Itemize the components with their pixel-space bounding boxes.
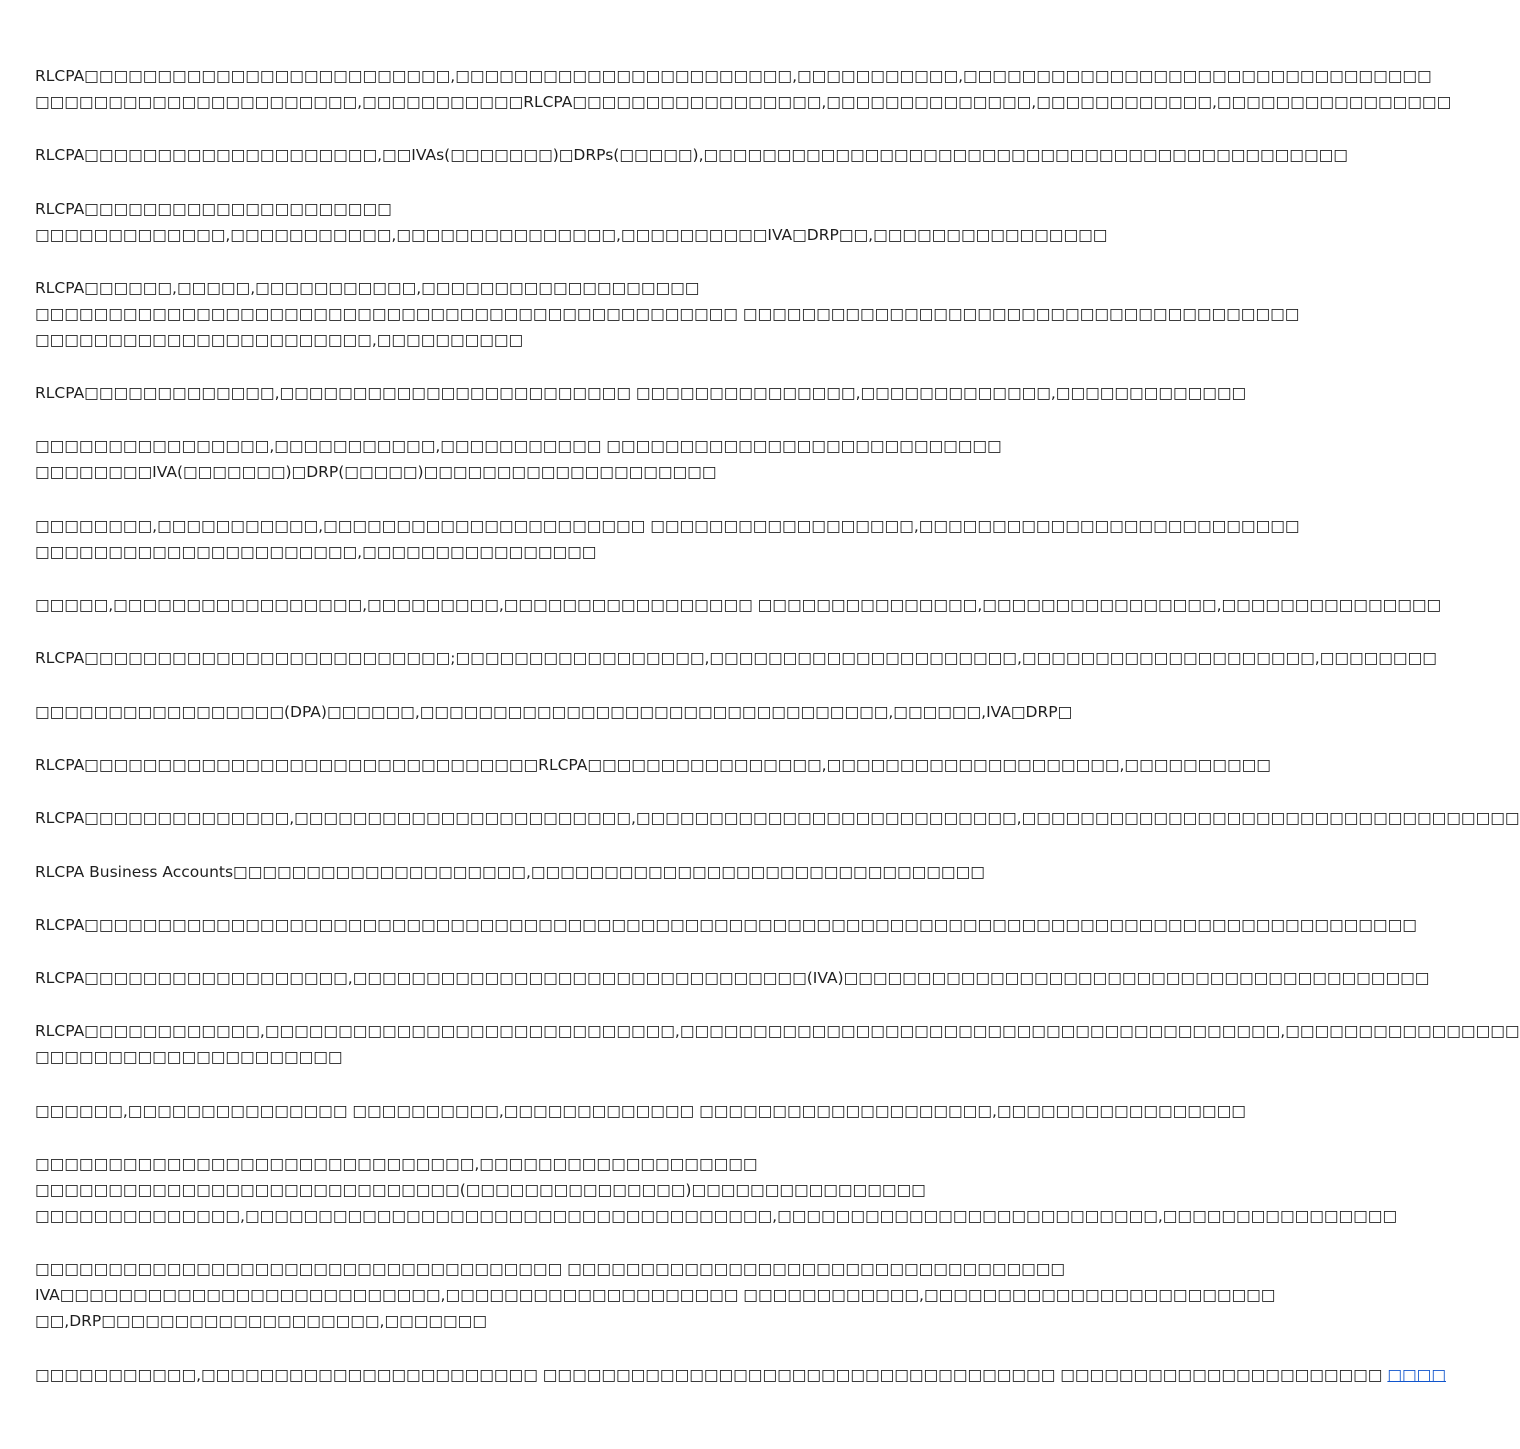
text-line: RLCPA□□□□□□□□□□□□□,□□□□□□□□□□□□□□□□□□□□□□□□ □□□□□□□□□□□□□□□,□□□□□□□□□□□□□,□□□□□□□□□□□□□ — [35, 384, 1247, 403]
text-line: RLCPA□□□□□□,□□□□□,□□□□□□□□□□□,□□□□□□□□□□□□□□□□□□□ — [35, 278, 700, 297]
text-line: □□□□□□□□□□□□□□□□□□□□□□□□□□□□□□□□□□□□□□□□□□□□□□□□ □□□□□□□□□□□□□□□□□□□□□□□□□□□□□□□□□□□□□□ — [35, 304, 1300, 323]
text-line: RLCPA□□□□□□□□□□□□,□□□□□□□□□□□□□□□□□□□□□□□□□□□□,□□□□□□□□□□□□□□□□□□□□□□□□□□□□□□□□□□□□□□□□□,□□□□□□□□□□□□□□□□ — [35, 1022, 1520, 1041]
more-link[interactable]: □□□□ — [1387, 1366, 1446, 1384]
paragraph — [35, 592, 1442, 618]
text-line: □□□□□□□□□□□□□□□□□□□□□□□□□□□□□□,□□□□□□□□□□□□□□□□□□□ — [35, 1155, 758, 1174]
text-line: RLCPA□□□□□□□□□□□□□□□□□□□□□□□□□;□□□□□□□□□□□□□□□□□,□□□□□□□□□□□□□□□□□□□□□,□□□□□□□□□□□□□□□□□□□□,□□□□□□□□ — [35, 649, 1437, 668]
paragraph — [35, 1018, 1520, 1070]
text-line: □□□□□□□□□□□□□□□□□□□□□ — [35, 1048, 343, 1067]
text-line: RLCPA Business Accounts□□□□□□□□□□□□□□□□□□□□,□□□□□□□□□□□□□□□□□□□□□□□□□□□□□□□ — [35, 862, 985, 881]
paragraph — [35, 196, 1108, 248]
text-line: □□□□□□□□□□□□□□□□□□□□□□□,□□□□□□□□□□ — [35, 330, 524, 349]
last-paragraph — [35, 1362, 1446, 1388]
text-line: RLCPA□□□□□□□□□□□□□□□□□□□□,□□IVAs(□□□□□□□)□DRPs(□□□□□),□□□□□□□□□□□□□□□□□□□□□□□□□□□□□□□□□□□□□□□□□□□□ — [35, 146, 1348, 165]
text-line: □□□□□□□□□□□□□□□□,□□□□□□□□□□□,□□□□□□□□□□□ □□□□□□□□□□□□□□□□□□□□□□□□□□□ — [35, 437, 1002, 456]
text-line: □□□□□□□□,□□□□□□□□□□□,□□□□□□□□□□□□□□□□□□□□□□ □□□□□□□□□□□□□□□□□□,□□□□□□□□□□□□□□□□□□□□□□□□□□ — [35, 516, 1300, 535]
text-line: RLCPA□□□□□□□□□□□□□□□□□□□□□ — [35, 199, 392, 218]
text-line: □□□□□□□□□□□□□□,□□□□□□□□□□□□□□□□□□□□□□□□□□□□□□□□□□□□,□□□□□□□□□□□□□□□□□□□□□□□□□□,□□□□□□□□□□□□□□□□ — [35, 1207, 1398, 1226]
text-line: RLCPA□□□□□□□□□□□□□□,□□□□□□□□□□□□□□□□□□□□□□□,□□□□□□□□□□□□□□□□□□□□□□□□□□,□□□□□□□□□□□□□□□□□□□□□□□□□□□□□□□□□□ — [35, 809, 1520, 828]
paragraph — [35, 63, 1452, 115]
text-line: □□□□□□□□□□□□□□□□□□□□□□□□□□□□□(□□□□□□□□□□□□□□□)□□□□□□□□□□□□□□□□ — [35, 1181, 926, 1200]
text-line: □□□□□□□□IVA(□□□□□□□)□DRP(□□□□□)□□□□□□□□□□□□□□□□□□□□ — [35, 463, 717, 482]
paragraph — [35, 275, 1300, 353]
paragraph — [35, 965, 1430, 991]
last-paragraph-text: □□□□□□□□□□□,□□□□□□□□□□□□□□□□□□□□□□□ □□□□□□□□□□□□□□□□□□□□□□□□□□□□□□□□□□□ □□□□□□□□□□□□□□□□□□□□□□ — [35, 1366, 1388, 1384]
paragraph — [35, 1098, 1246, 1124]
paragraph — [35, 433, 1002, 485]
text-line: IVA□□□□□□□□□□□□□□□□□□□□□□□□□□,□□□□□□□□□□□□□□□□□□□□ □□□□□□□□□□□□,□□□□□□□□□□□□□□□□□□□□□□□□ — [35, 1286, 1276, 1305]
paragraph — [35, 859, 990, 885]
text-line: □□□□□,□□□□□□□□□□□□□□□□□,□□□□□□□□□,□□□□□□□□□□□□□□□□□ □□□□□□□□□□□□□□□,□□□□□□□□□□□□□□□□,□□□□□□□□□□□□□□□ — [35, 596, 1442, 615]
text-line: □□□□□□□□□□□□□□□□□□□□□□,□□□□□□□□□□□□□□□□ — [35, 542, 597, 561]
text-line: □□,DRP□□□□□□□□□□□□□□□□□□□,□□□□□□□ — [35, 1312, 487, 1331]
last-paragraph-wrap — [35, 1362, 1446, 1388]
text-line: □□□□□□,□□□□□□□□□□□□□□□ □□□□□□□□□□,□□□□□□□□□□□□□ □□□□□□□□□□□□□□□□□□□□,□□□□□□□□□□□□□□□□□ — [35, 1101, 1246, 1120]
paragraph — [35, 142, 1348, 168]
document-body — [35, 63, 1520, 1362]
paragraph — [35, 912, 1417, 938]
text-line: □□□□□□□□□□□□□,□□□□□□□□□□□,□□□□□□□□□□□□□□□,□□□□□□□□□□IVA□DRP□□,□□□□□□□□□□□□□□□□ — [35, 225, 1108, 244]
text-line: □□□□□□□□□□□□□□□□□□□□□□□□□□□□□□□□□□□□ □□□□□□□□□□□□□□□□□□□□□□□□□□□□□□□□□□ — [35, 1260, 1066, 1279]
paragraph — [35, 805, 1520, 831]
paragraph — [35, 699, 1073, 725]
paragraph — [35, 645, 1437, 671]
text-line: □□□□□□□□□□□□□□□□□(DPA)□□□□□□,□□□□□□□□□□□□□□□□□□□□□□□□□□□□□□□□,□□□□□□,IVA□DRP□ — [35, 702, 1073, 721]
paragraph — [35, 752, 1271, 778]
paragraph — [35, 513, 1300, 565]
text-line: RLCPA□□□□□□□□□□□□□□□□□□,□□□□□□□□□□□□□□□□□□□□□□□□□□□□□□□(IVA)□□□□□□□□□□□□□□□□□□□□□□□□□□□□□□□□□□□□□□□□ — [35, 969, 1430, 988]
text-line: RLCPA□□□□□□□□□□□□□□□□□□□□□□□□□□□□□□□□□□□□□□□□□□□□□□□□□□□□□□□□□□□□□□□□□□□□□□□□□□□□□□□□□□□□□□□□□□□ — [35, 915, 1417, 934]
paragraph — [35, 380, 1247, 406]
text-line: RLCPA□□□□□□□□□□□□□□□□□□□□□□□□□□□□□□□RLCPA□□□□□□□□□□□□□□□□,□□□□□□□□□□□□□□□□□□□□,□□□□□□□□□□ — [35, 755, 1271, 774]
text-line: □□□□□□□□□□□□□□□□□□□□□□,□□□□□□□□□□□RLCPA□□□□□□□□□□□□□□□□□,□□□□□□□□□□□□□□,□□□□□□□□□□□□,□□□□□□□□□□□□□□□□ — [35, 93, 1452, 111]
paragraph — [35, 1256, 1276, 1334]
text-line: RLCPA□□□□□□□□□□□□□□□□□□□□□□□□□,□□□□□□□□□□□□□□□□□□□□□□□,□□□□□□□□□□□,□□□□□□□□□□□□□□□□□□□□□□□□□□□□□□□□ — [35, 67, 1432, 85]
paragraph — [35, 1151, 1398, 1229]
